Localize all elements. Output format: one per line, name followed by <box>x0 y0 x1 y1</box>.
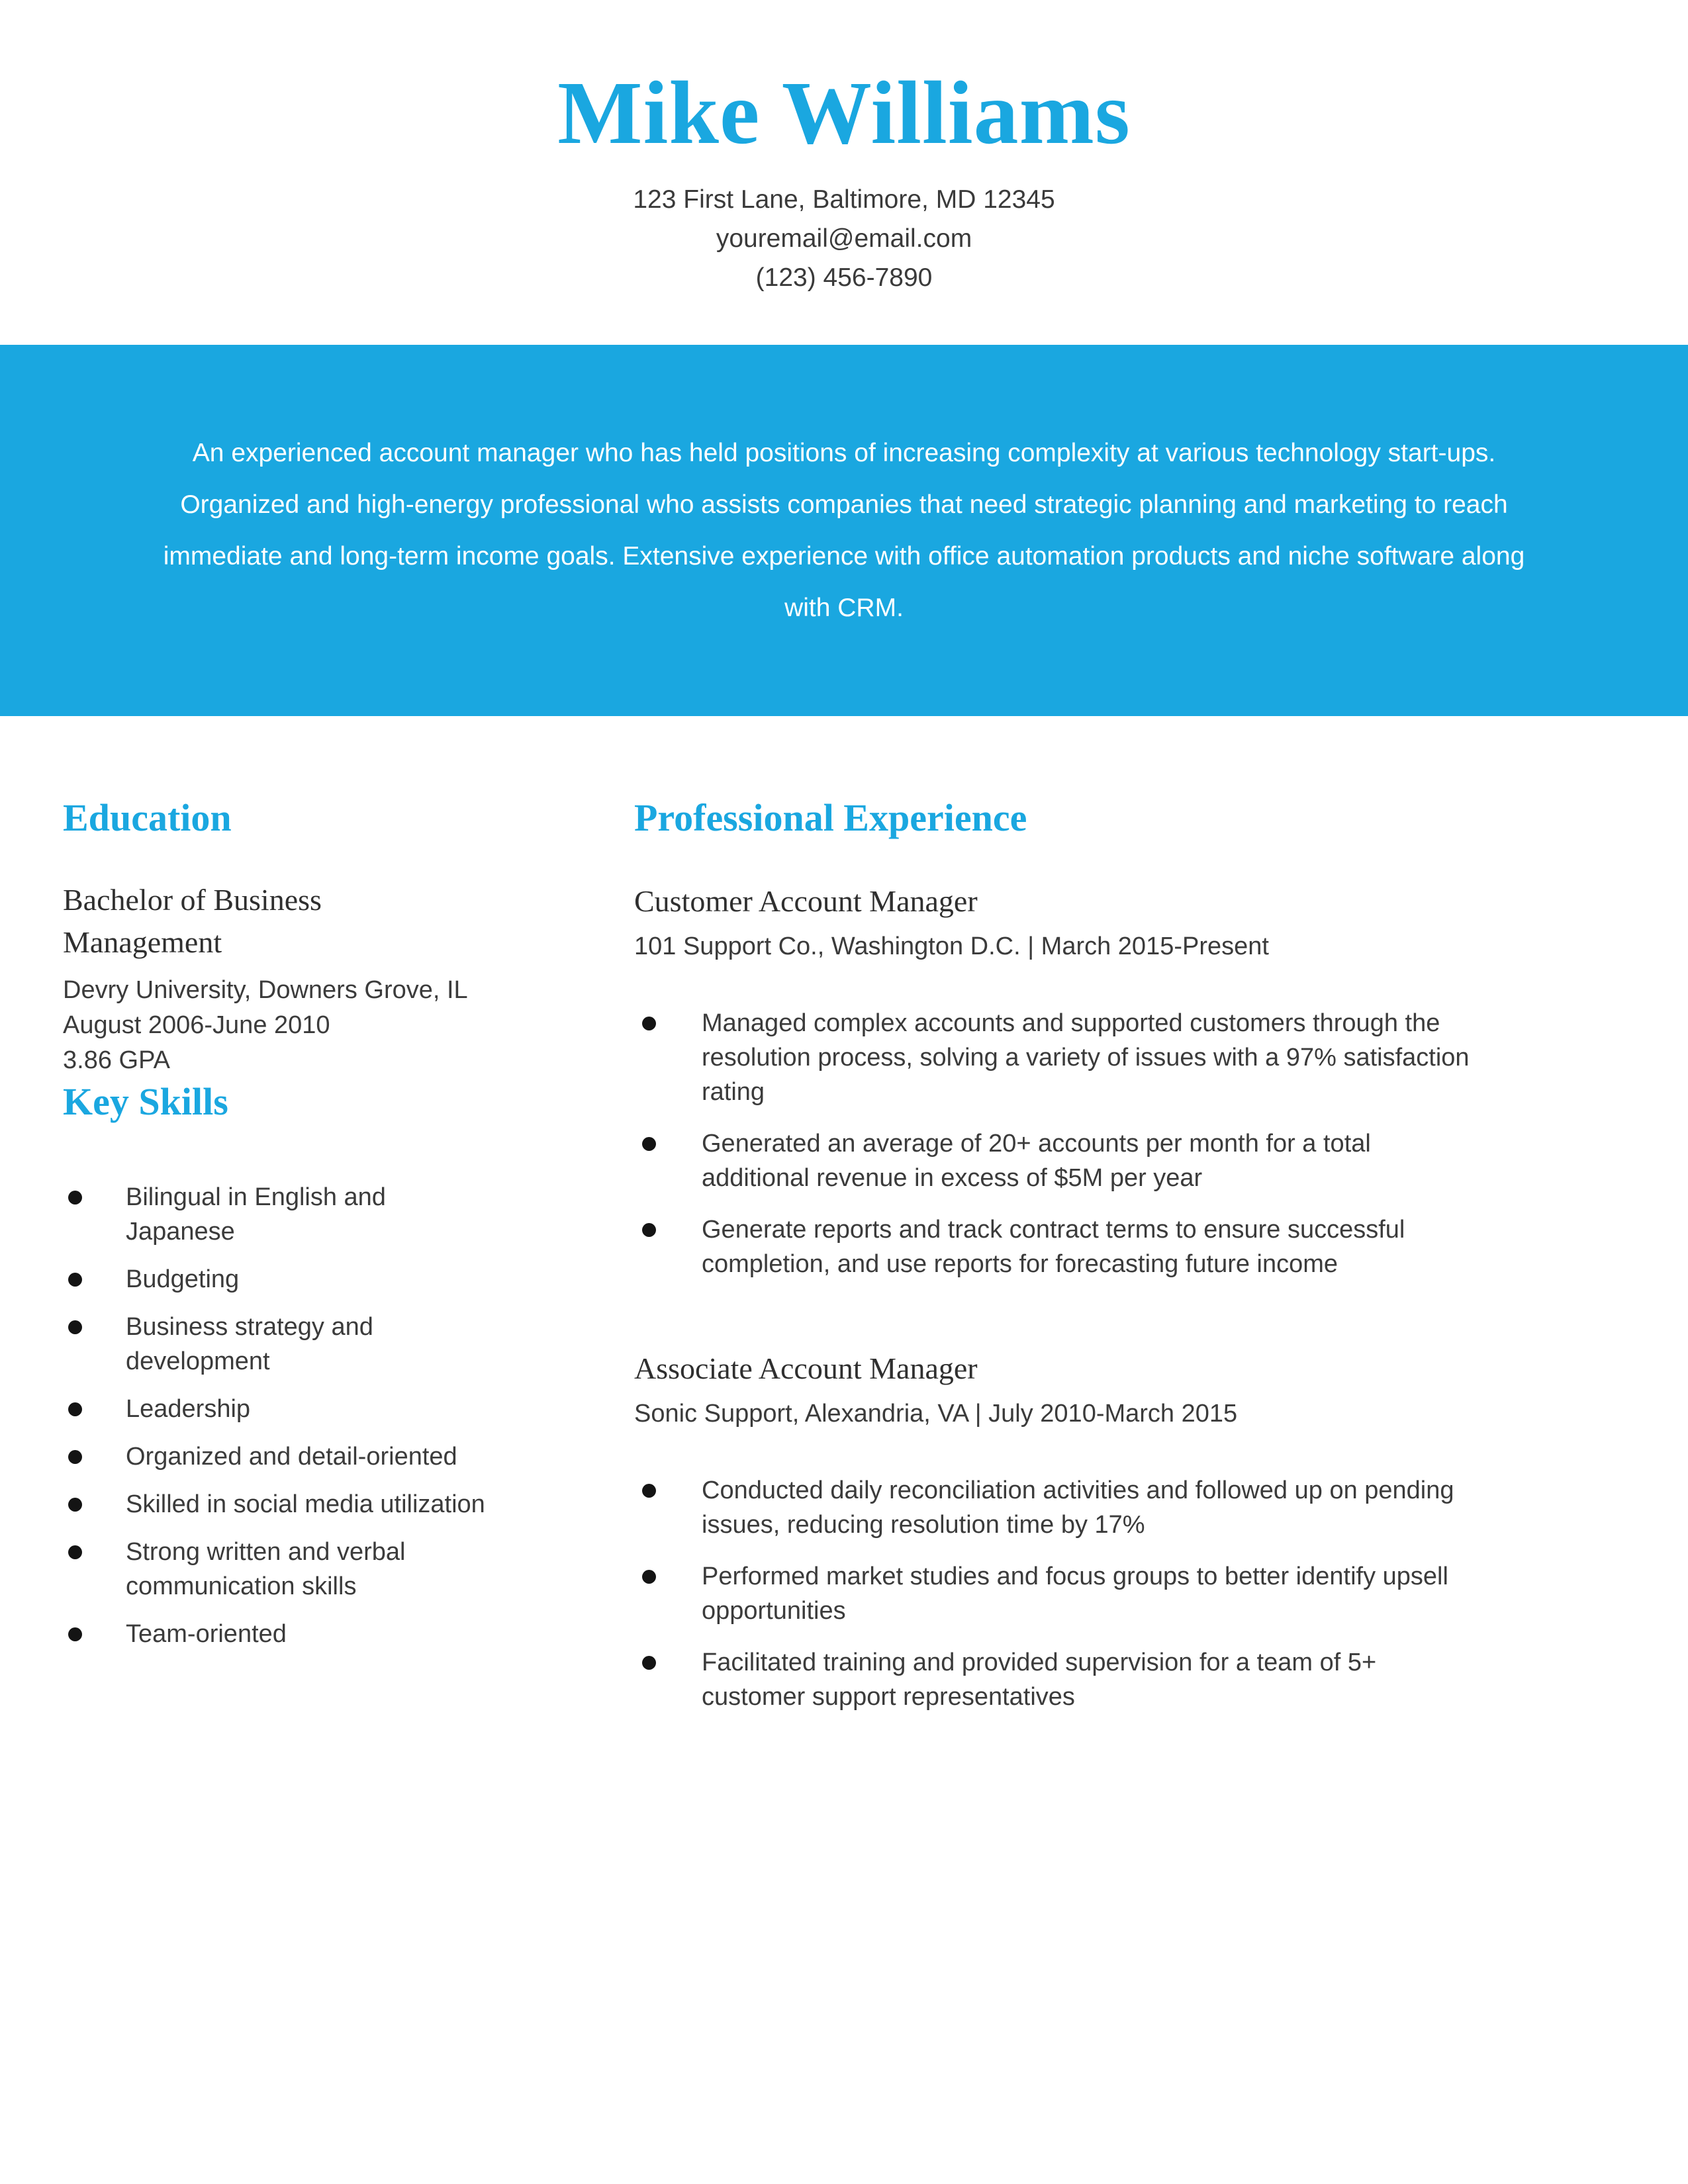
job-entry <box>634 880 1485 1281</box>
job-bullet: Generate reports and track contract terms to ensure successful completion, and use reports for forecasting future income <box>634 1212 1485 1281</box>
contact-address: 123 First Lane, Baltimore, MD 12345 <box>633 185 1055 214</box>
key-skills-list <box>63 1180 500 1651</box>
job-bullet-list <box>634 1473 1485 1714</box>
education-gpa: 3.86 GPA <box>63 1046 170 1074</box>
skill-item: Skilled in social media utilization <box>63 1487 500 1522</box>
right-column <box>634 794 1485 1731</box>
page-title: Mike Williams <box>557 64 1131 163</box>
job-entry <box>634 1347 1485 1714</box>
job-bullet: Managed complex accounts and supported customers through the resolution process, solving a variety of issues with a 97% satisfaction rating <box>634 1006 1485 1109</box>
job-meta: 101 Support Co., Washington D.C. | March 2015-Present <box>634 933 1269 960</box>
job-bullet: Generated an average of 20+ accounts per month for a total additional revenue in excess of $5M per year <box>634 1126 1485 1195</box>
job-bullet-list <box>634 1006 1485 1281</box>
education-school: Devry University, Downers Grove, IL <box>63 976 468 1004</box>
job-bullet: Performed market studies and focus groups to better identify upsell opportunities <box>634 1559 1485 1628</box>
education-heading: Education <box>63 796 232 839</box>
left-column <box>63 794 500 1664</box>
summary-text: An experienced account manager who has held positions of increasing complexity at various technology start-ups. Organized and high-energy professional who assists companies that need strategic planning and marketing to reach immediate and long-term income goals. Extensive experience with office automation products and niche software along with CRM. <box>163 438 1525 622</box>
skill-item: Budgeting <box>63 1262 500 1297</box>
education-dates: August 2006-June 2010 <box>63 1011 330 1039</box>
skill-item: Leadership <box>63 1392 500 1426</box>
job-meta: Sonic Support, Alexandria, VA | July 2010-March 2015 <box>634 1400 1238 1428</box>
education-details <box>63 973 500 1078</box>
contact-email: youremail@email.com <box>716 224 972 253</box>
job-title: Associate Account Manager <box>634 1351 978 1385</box>
education-degree: Bachelor of Business Management <box>63 883 322 959</box>
job-title: Customer Account Manager <box>634 884 978 918</box>
summary-band <box>0 345 1688 716</box>
job-bullet: Conducted daily reconciliation activities and followed up on pending issues, reducing resolution time by 17% <box>634 1473 1485 1542</box>
job-bullet: Facilitated training and provided supervision for a team of 5+ customer support representatives <box>634 1645 1485 1714</box>
skill-item: Bilingual in English and Japanese <box>63 1180 500 1249</box>
key-skills-heading: Key Skills <box>63 1080 228 1123</box>
skill-item: Team-oriented <box>63 1617 500 1651</box>
contact-block <box>0 180 1688 297</box>
contact-phone: (123) 456-7890 <box>755 263 933 292</box>
skill-item: Strong written and verbal communication skills <box>63 1535 500 1604</box>
skill-item: Business strategy and development <box>63 1310 500 1379</box>
experience-heading: Professional Experience <box>634 796 1027 839</box>
skill-item: Organized and detail-oriented <box>63 1439 500 1474</box>
